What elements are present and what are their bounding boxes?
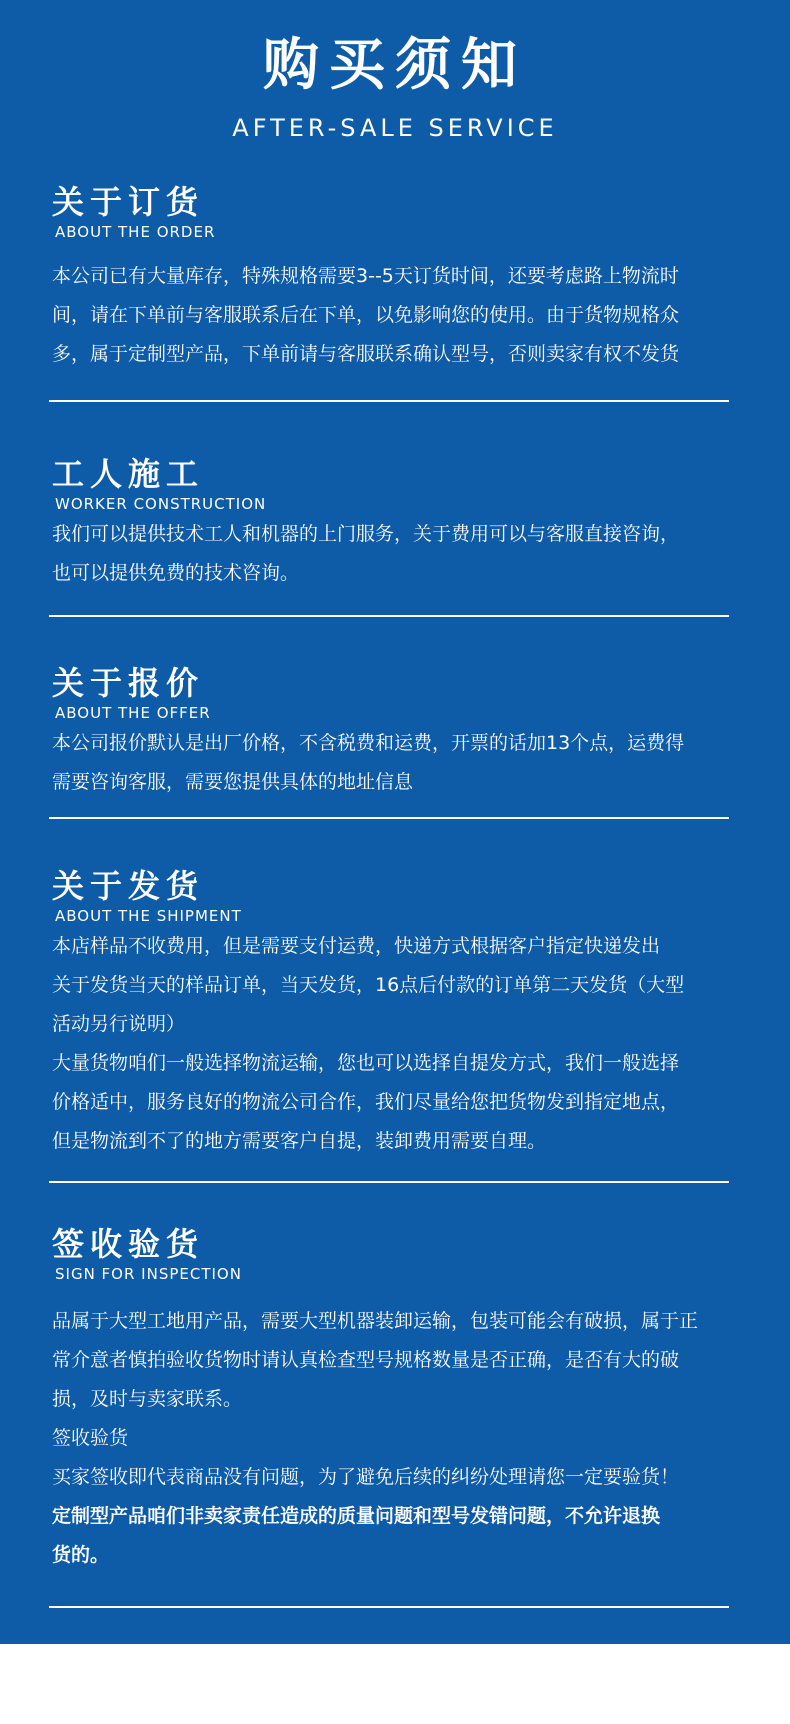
section-title: 关于报价 bbox=[52, 664, 205, 702]
body-line: 活动另行说明） bbox=[52, 1013, 186, 1035]
section-about-offer bbox=[52, 663, 738, 802]
section-subtitle: ABOUT THE ORDER bbox=[55, 223, 216, 241]
body-line: 本公司报价默认是出厂价格，不含税费和运费，开票的话加13个点，运费得 bbox=[52, 732, 685, 754]
section-body bbox=[52, 1302, 738, 1575]
body-line: 签收验货 bbox=[52, 1427, 129, 1449]
body-line: 需要咨询客服，需要您提供具体的地址信息 bbox=[52, 771, 414, 793]
body-line: 但是物流到不了的地方需要客户自提，装卸费用需要自理。 bbox=[52, 1130, 547, 1152]
body-line: 价格适中，服务良好的物流公司合作，我们尽量给您把货物发到指定地点， bbox=[52, 1091, 680, 1113]
body-line: 多，属于定制型产品，下单前请与客服联系确认型号，否则卖家有权不发货 bbox=[52, 343, 680, 365]
section-about-shipment bbox=[52, 866, 738, 1161]
section-body bbox=[52, 257, 738, 374]
body-line: 本公司已有大量库存，特殊规格需要3--5天订货时间，还要考虑路上物流时 bbox=[52, 265, 679, 287]
section-divider bbox=[49, 817, 729, 819]
body-line-emphasis: 定制型产品咱们非卖家责任造成的质量问题和型号发错问题，不允许退换 bbox=[52, 1505, 661, 1527]
section-sign-for-inspection bbox=[52, 1224, 738, 1575]
body-line: 关于发货当天的样品订单，当天发货，16点后付款的订单第二天发货（大型 bbox=[52, 974, 685, 996]
section-divider bbox=[49, 400, 729, 402]
section-subtitle: SIGN FOR INSPECTION bbox=[55, 1265, 242, 1283]
body-line: 也可以提供免费的技术咨询。 bbox=[52, 562, 300, 584]
section-body bbox=[52, 927, 738, 1161]
section-body bbox=[52, 724, 738, 802]
section-subtitle: ABOUT THE OFFER bbox=[55, 704, 211, 722]
section-divider bbox=[49, 1181, 729, 1183]
section-worker-construction bbox=[52, 454, 738, 593]
body-line: 常介意者慎拍验收货物时请认真检查型号规格数量是否正确，是否有大的破 bbox=[52, 1349, 680, 1371]
page-title: 购买须知 bbox=[263, 33, 527, 98]
section-subtitle: ABOUT THE SHIPMENT bbox=[55, 907, 242, 925]
section-divider bbox=[49, 1606, 729, 1608]
body-line: 大量货物咱们一般选择物流运输，您也可以选择自提发方式，我们一般选择 bbox=[52, 1052, 680, 1074]
body-line: 损，及时与卖家联系。 bbox=[52, 1388, 243, 1410]
page-subtitle: AFTER-SALE SERVICE bbox=[232, 114, 558, 142]
body-line: 间，请在下单前与客服联系后在下单，以免影响您的使用。由于货物规格众 bbox=[52, 304, 680, 326]
section-title: 签收验货 bbox=[52, 1225, 205, 1263]
section-divider bbox=[49, 615, 729, 617]
section-title: 关于订货 bbox=[52, 183, 205, 221]
body-line: 本店样品不收费用，但是需要支付运费，快递方式根据客户指定快递发出 bbox=[52, 935, 661, 957]
body-line: 品属于大型工地用产品，需要大型机器装卸运输，包装可能会有破损，属于正 bbox=[52, 1310, 699, 1332]
body-line-emphasis: 货的。 bbox=[52, 1544, 110, 1566]
section-title: 工人施工 bbox=[52, 455, 205, 493]
body-line: 我们可以提供技术工人和机器的上门服务，关于费用可以与客服直接咨询， bbox=[52, 523, 680, 545]
section-body bbox=[52, 515, 738, 593]
body-line: 买家签收即代表商品没有问题，为了避免后续的纠纷处理请您一定要验货！ bbox=[52, 1466, 680, 1488]
section-about-order bbox=[52, 182, 738, 374]
section-title: 关于发货 bbox=[52, 867, 205, 905]
section-subtitle: WORKER CONSTRUCTION bbox=[55, 495, 267, 513]
